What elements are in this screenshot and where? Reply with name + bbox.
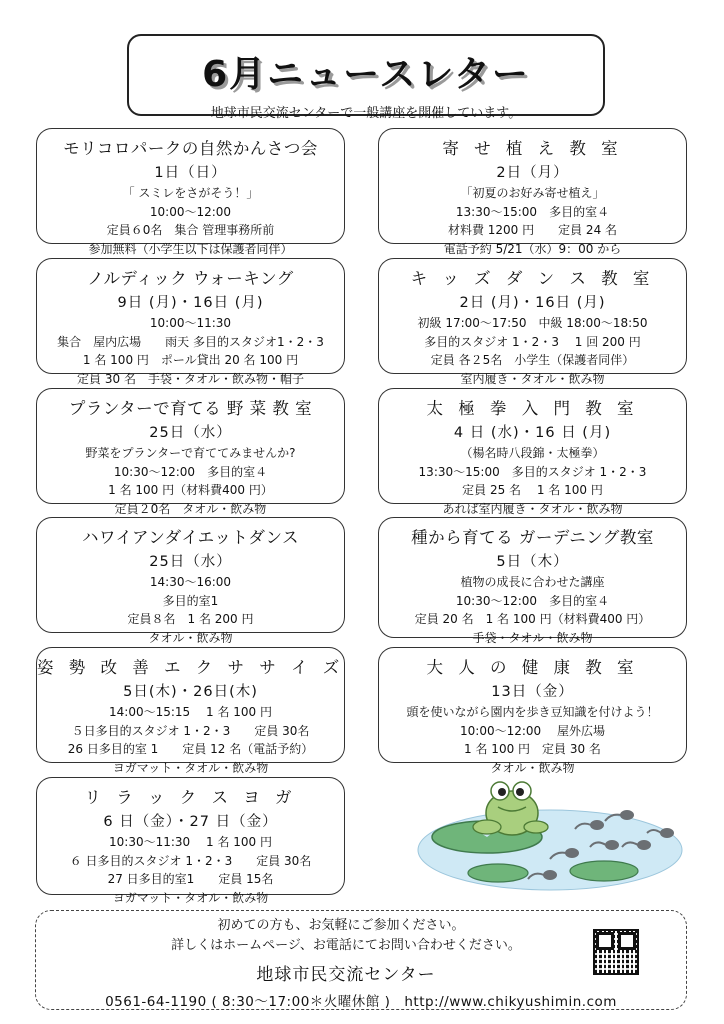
event-detail: 13:30～15:00 多目的スタジオ 1・2・3	[418, 464, 647, 479]
event-date: 9日 (月)・16日 (月)	[117, 295, 264, 311]
event-detail: 定員８名 1 名 200 円	[127, 612, 254, 626]
event-card-nature-watching	[36, 128, 345, 256]
newsletter-subtitle: 地球市民交流センターで一般講座を開催しています。	[210, 106, 522, 121]
event-title: リ ラ ッ ク ス ヨ ガ	[84, 788, 297, 807]
event-card-posture-exercise	[36, 647, 345, 775]
event-detail: 1 名 100 円（材料費400 円）	[108, 483, 273, 497]
footer-organization-name: 地球市民交流センター	[256, 965, 436, 985]
event-detail: 10:30～12:00 多目的室４	[113, 464, 268, 479]
event-detail: 1 名 100 円 定員 30 名	[464, 742, 601, 756]
newsletter-header	[127, 34, 605, 121]
event-detail: 定員 各２5名 小学生（保護者同伴）	[430, 353, 635, 367]
event-date: 6 日（金）・27 日（金）	[103, 814, 278, 830]
event-title: プランターで育てる 野 菜 教 室	[68, 399, 313, 418]
event-card-gardening	[378, 517, 687, 645]
event-card-planter-vegetables	[36, 388, 345, 516]
event-detail: あれば室内履き・タオル・飲み物	[442, 501, 623, 516]
footer-contact-box	[35, 910, 687, 1010]
event-title: モリコロパークの自然かんさつ会	[63, 139, 318, 158]
event-detail: 材料費 1200 円 定員 24 名	[447, 223, 618, 237]
event-date: 4 日 (水)・16 日 (月)	[453, 425, 612, 441]
event-detail: 定員６0名 集合 管理事務所前	[106, 223, 275, 237]
event-date: 25日（水）	[149, 554, 232, 570]
event-detail: 14:30～16:00	[149, 575, 232, 589]
event-title: 姿 勢 改 善 エ ク サ サ イ ズ	[37, 658, 345, 677]
event-detail: 定員２0名 タオル・飲み物	[114, 501, 267, 516]
event-card-relax-yoga	[36, 777, 345, 905]
event-detail: タオル・飲み物	[490, 760, 575, 775]
event-detail: 10:00～12:00	[149, 204, 232, 219]
event-detail: 10:30～11:30 1 名 100 円	[109, 835, 272, 849]
event-detail: 野菜をプランターで育ててみませんか?	[85, 446, 296, 460]
frog-illustration-icon	[412, 775, 692, 895]
event-detail: 10:00～11:30	[149, 316, 232, 330]
event-detail: 定員 30 名 手袋・タオル・飲み物・帽子	[77, 371, 304, 386]
event-detail: 定員 20 名 1 名 100 円（材料費400 円）	[414, 612, 651, 626]
footer-contact-info[interactable]: 0561-64-1190 ( 8:30～17:00＊火曜休館 ) http://www.chikyushimin.com	[105, 994, 617, 1010]
event-date: 1日（日）	[154, 165, 227, 181]
event-date: 5日(木)・26日(木)	[123, 684, 258, 700]
event-date: 2日 (月)・16日 (月)	[459, 295, 606, 311]
event-card-taichi	[378, 388, 687, 516]
event-detail: 初級 17:00～17:50 中級 18:00～18:50	[417, 316, 648, 330]
event-title: 太 極 拳 入 門 教 室	[426, 399, 639, 418]
event-title: キ ッ ズ ダ ン ス 教 室	[410, 269, 655, 288]
event-detail: ヨガマット・タオル・飲み物	[112, 760, 269, 775]
event-detail: 27 日多目的室1 定員 15名	[107, 872, 274, 886]
event-detail: 1 名 100 円 ポール貸出 20 名 100 円	[82, 353, 299, 367]
footer-inquiry-text: 詳しくはホームページ、お電話にてお問い合わせください。	[171, 938, 521, 953]
event-card-nordic-walking	[36, 258, 345, 386]
event-title: ハワイアンダイエットダンス	[81, 528, 300, 547]
event-detail: （楊名時八段錦・太極拳）	[460, 446, 605, 460]
event-detail: 参加無料（小学生以下は保護者同伴）	[88, 241, 293, 256]
event-detail: 多目的室1	[162, 593, 219, 608]
footer-welcome-text: 初めての方も、お気軽にご参加ください。	[217, 918, 465, 933]
event-detail: 手袋・タオル・飲み物	[472, 630, 593, 645]
event-title: 大 人 の 健 康 教 室	[426, 658, 639, 677]
event-detail: 「 スミレをさがそう！」	[122, 186, 259, 200]
newsletter-title: 6月ニュースレター	[202, 54, 530, 95]
event-card-kids-dance	[378, 258, 687, 386]
event-date: 2日（月）	[496, 165, 569, 181]
event-detail: 26 日多目的室 1 定員 12 名（電話予約）	[67, 742, 314, 756]
event-card-adult-health	[378, 647, 687, 775]
event-detail: 電話予約 5/21（水）9：00 から	[443, 241, 622, 256]
event-detail: 「初夏のお好み寄せ植え」	[460, 186, 605, 200]
event-card-yoseue	[378, 128, 687, 256]
event-title: 寄 せ 植 え 教 室	[442, 139, 623, 158]
event-detail: ヨガマット・タオル・飲み物	[112, 890, 269, 905]
event-date: 25日（水）	[149, 425, 232, 441]
qr-code-icon[interactable]	[593, 929, 639, 975]
event-detail: 定員 25 名 1 名 100 円	[462, 483, 603, 497]
event-detail: 13:30～15:00 多目的室４	[455, 204, 610, 219]
event-detail: 10:00～12:00 屋外広場	[460, 723, 605, 738]
event-detail: 多目的スタジオ 1・2・3 1 回 200 円	[424, 334, 641, 349]
event-title: 種から育てる ガーデニング教室	[411, 528, 654, 547]
event-detail: ５日多目的スタジオ 1・2・3 定員 30名	[71, 723, 310, 738]
event-detail: 室内履き・タオル・飲み物	[460, 371, 605, 386]
event-detail: 14:00～15:15 1 名 100 円	[109, 705, 272, 719]
event-detail: 植物の成長に合わせた講座	[460, 575, 605, 589]
event-detail: タオル・飲み物	[148, 630, 233, 645]
event-detail: ６ 日多目的スタジオ 1・2・3 定員 30名	[69, 853, 312, 868]
event-date: 5日（木）	[496, 554, 569, 570]
event-detail: 10:30～12:00 多目的室４	[455, 593, 610, 608]
event-detail: 集合 屋内広場 雨天 多目的スタジオ1・2・3	[57, 334, 324, 349]
event-title: ノルディック ウォーキング	[87, 269, 294, 288]
event-card-hawaiian-dance	[36, 517, 345, 645]
event-date: 13日（金）	[491, 684, 574, 700]
event-detail: 頭を使いながら園内を歩き豆知識を付けよう！	[406, 705, 659, 719]
